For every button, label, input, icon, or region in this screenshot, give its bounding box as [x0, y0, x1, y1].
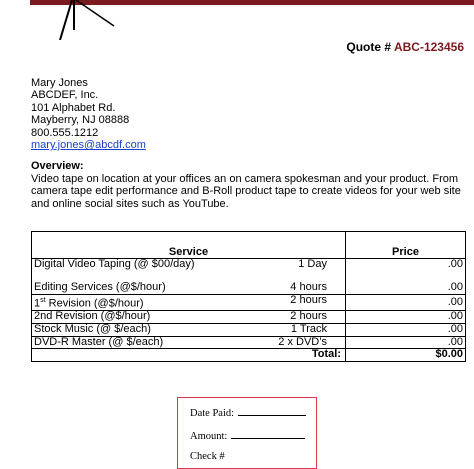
service-qty: 2 hours — [290, 310, 327, 323]
service-name: Digital Video Taping (@ $00/day) — [34, 258, 195, 271]
col-header-price: Price — [346, 232, 466, 259]
service-qty: 1 Day — [298, 258, 327, 271]
table-row — [32, 295, 466, 311]
service-price: .00 — [346, 336, 466, 349]
table-row — [32, 311, 466, 324]
client-address — [31, 77, 146, 151]
service-qty: 2 hours — [290, 294, 327, 307]
overview-section — [31, 160, 471, 210]
client-phone: 800.555.1212 — [31, 126, 99, 139]
service-name: Revision (@$/hour) — [45, 297, 144, 310]
service-price: .00 — [346, 324, 466, 337]
client-street: 101 Alphabet Rd. — [31, 101, 116, 114]
client-company: ABCDEF, Inc. — [31, 89, 99, 102]
service-name-ordinal: 1 — [34, 297, 41, 310]
total-value: $0.00 — [346, 349, 466, 362]
service-price: .00 — [346, 282, 466, 294]
quote-id: ABC-123456 — [393, 40, 464, 54]
date-paid-label: Date Paid: — [190, 408, 235, 419]
amount-field[interactable] — [231, 429, 305, 439]
service-price: .00 — [346, 311, 466, 324]
table-row — [32, 324, 466, 337]
service-name: Editing Services (@$/hour) — [34, 281, 166, 294]
quote-number — [346, 40, 464, 54]
service-name: Stock Music (@ $/each) — [34, 323, 151, 336]
table-row — [32, 282, 466, 294]
overview-heading: Overview: — [31, 160, 84, 172]
services-table — [31, 231, 466, 362]
tripod-logo-icon — [56, 0, 116, 40]
service-price: .00 — [346, 295, 466, 311]
check-label: Check # — [190, 451, 225, 462]
payment-box — [177, 397, 317, 469]
client-email-link[interactable]: mary.jones@abcdf.com — [31, 139, 146, 152]
service-name-sup: st — [40, 297, 46, 305]
total-label: Total: — [32, 349, 346, 362]
total-row — [32, 349, 466, 362]
service-qty: 4 hours — [290, 281, 327, 294]
service-name: DVD-R Master (@ $/each) — [34, 335, 164, 348]
col-header-service: Service — [32, 232, 346, 259]
client-city: Mayberry, NJ 08888 — [31, 114, 130, 127]
amount-label: Amount: — [190, 431, 228, 442]
service-qty: 2 x DVD’s — [278, 335, 327, 348]
date-paid-field[interactable] — [238, 406, 306, 416]
table-row — [32, 336, 466, 349]
quote-label: Quote # — [346, 40, 394, 54]
overview-text: Video tape on location at your offices an on camera spokesman and your product. From camera tape edit performance and B-Roll product tape to create videos for your web site and online social sites such as YouTube. — [31, 172, 461, 210]
service-qty: 1 Track — [290, 323, 327, 336]
table-row — [32, 259, 466, 271]
service-name: 2nd Revision (@$/hour) — [34, 310, 151, 323]
service-price: .00 — [346, 259, 466, 271]
client-name: Mary Jones — [31, 77, 88, 89]
